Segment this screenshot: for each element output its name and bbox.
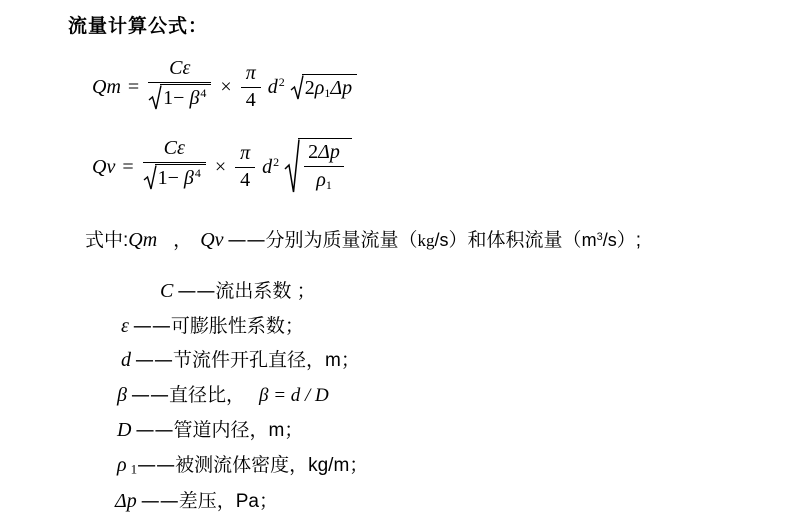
formula-qv-lhs: Qv: [92, 155, 116, 178]
fraction-coefficient: [143, 137, 206, 197]
symbol: β: [117, 384, 127, 406]
symbol: ε: [121, 315, 129, 337]
symbol-description: 流出系数 ；: [215, 281, 316, 302]
fraction-denominator: [148, 83, 211, 117]
fraction-denominator: 4: [245, 89, 256, 111]
symbol: Δp: [115, 490, 137, 512]
where-description-1: 分别为质量流量（: [265, 230, 418, 251]
dash-line: ——: [140, 490, 179, 512]
d-squared-term: $d^2$: [267, 74, 285, 98]
fraction-denominator: [143, 163, 206, 197]
symbol-description: 可膨胀性系数；: [170, 316, 304, 337]
symbol-qm: Qm: [128, 229, 158, 251]
page-title: 流量计算公式：: [68, 16, 209, 37]
equals-sign: =: [122, 155, 134, 178]
symbol-row: [117, 380, 329, 408]
equals-sign: =: [127, 75, 140, 98]
symbol-row: [115, 486, 292, 514]
symbol: C: [160, 280, 174, 302]
fraction-pi-over-4: [241, 62, 261, 112]
fraction-numerator: π: [241, 62, 261, 88]
where-clause: [85, 225, 641, 252]
fraction-coefficient: [148, 57, 211, 117]
symbol-description: 差压，Pa；: [178, 491, 278, 512]
d-squared-term: $d^2$: [262, 154, 280, 178]
sqrt-denominator: [143, 164, 206, 191]
where-description-2: ）和体积流量（: [448, 230, 582, 251]
sqrt-denominator: [148, 84, 211, 111]
symbol: d: [121, 349, 131, 371]
unit-kg: kg: [417, 231, 435, 250]
fraction-denominator: 4: [240, 169, 251, 191]
symbol-row: [160, 276, 330, 304]
fraction-numerator: Cε: [148, 57, 211, 83]
symbol-row: [117, 415, 317, 443]
radicand: $1- \beta^4$: [155, 164, 206, 190]
fraction-numerator: Cε: [143, 137, 206, 163]
symbol-subscript: 1: [130, 461, 138, 477]
unit-m: m: [581, 230, 597, 250]
symbol-row: [121, 345, 374, 373]
symbol-extra-formula: β = d / D: [258, 385, 329, 406]
fraction-denominator: ρ1: [316, 169, 332, 192]
symbol-description: 被测流体密度，kg/m；: [175, 455, 369, 476]
formula-qm-lhs: Qm: [92, 75, 121, 98]
radicand: 2ρ1Δp: [302, 74, 357, 101]
symbol-description: 管道内径，m；: [173, 420, 304, 441]
formula-qm: [92, 57, 357, 117]
dash-line: ——: [135, 349, 173, 371]
sqrt-term: [290, 74, 357, 101]
unit-m-exponent: 3: [596, 230, 603, 243]
symbol: ρ: [117, 454, 127, 476]
symbol-description: 节流件开孔直径，m；: [173, 350, 360, 371]
dash-line: ——: [135, 419, 174, 441]
unit-per-s: /s: [602, 230, 617, 250]
fraction-numerator: π: [235, 142, 255, 168]
fraction-pi-over-4: [235, 142, 255, 192]
inner-fraction: [301, 141, 347, 193]
dash-line: ——: [137, 454, 176, 476]
dash-line: ——: [130, 384, 169, 406]
sqrt-of-fraction: [284, 138, 352, 196]
symbol-row: [121, 311, 318, 339]
where-prefix: 式中:: [85, 230, 129, 251]
radicand: [298, 138, 352, 193]
symbol-description: 直径比，: [168, 385, 245, 406]
dash-line: ——: [177, 280, 216, 302]
symbol: D: [117, 419, 132, 441]
multiplication-sign: ×: [220, 75, 232, 98]
fraction-numerator: 2Δp: [304, 141, 344, 167]
multiplication-sign: ×: [214, 155, 227, 178]
radicand: $1- \beta^4$: [160, 84, 211, 110]
where-description-3: ）;: [616, 230, 641, 251]
symbol-qv: Qv: [200, 229, 224, 251]
formula-qv: [92, 137, 352, 197]
comma: ，: [173, 230, 193, 251]
dash-line: ——: [132, 315, 171, 337]
symbol-row: [117, 450, 382, 478]
dash-line: ——: [227, 229, 266, 251]
unit-per-s: /s: [434, 230, 449, 250]
